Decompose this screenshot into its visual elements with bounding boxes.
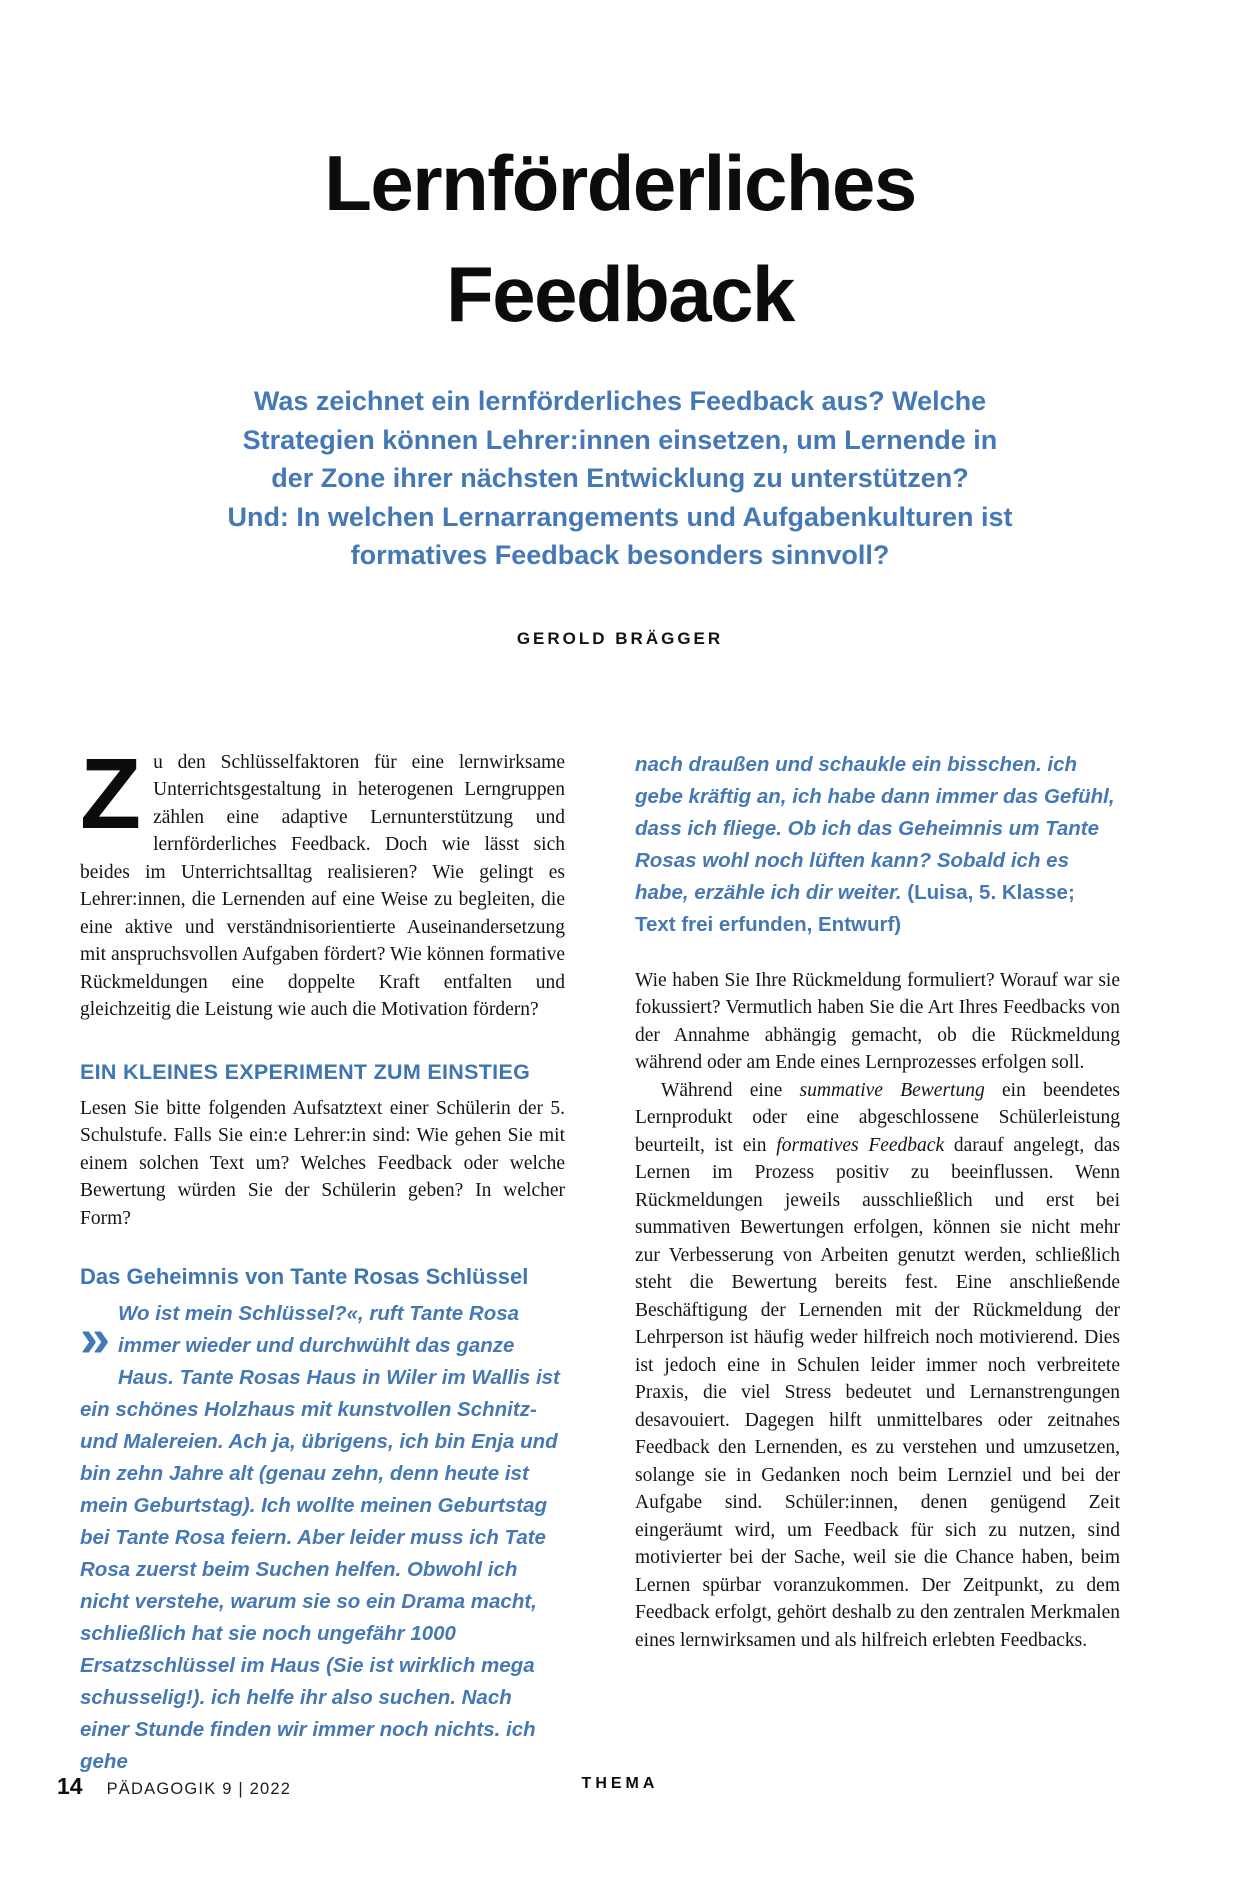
subtitle-line: Was zeichnet ein lernförderliches Feedback aus? Welche [253,386,987,416]
opening-quote-mark: » [80,1308,111,1368]
feedback-question-paragraph: Wie haben Sie Ihre Rückmeldung formuliert? Worauf war sie fokussiert? Vermutlich haben Sie die Art Ihres Feedbacks von der Annahme abhängig gemacht, ob die Rückmeldung während oder am Ende eines Lernprozesses erfolgen soll. [635,969,1120,1073]
story-text-part1 [80,1298,565,1778]
article-page [0,128,1240,1799]
story-title: Das Geheimnis von Tante Rosas Schlüssel [80,1264,529,1289]
intro-paragraph-text: u den Schlüsselfaktoren für eine lernwirksame Unterrichtsgestaltung in heterogenen Lerngruppen zählen eine adaptive Lernunterstützung und lernförderliches Feedback. Doch wie lässt sich beides im Unterrichtsalltag realisieren? Wie gelingt es Lehrer:innen, die Lernenden auf eine Weise zu begleiten, die eine aktive und verständnisorientierte Auseinandersetzung mit anspruchsvollen Aufgaben fördert? Wie können formative Rückmeldungen eine doppelte Kraft entfalten und gleichzeitig die Leistung wie auch die Motivation fördern? [80,751,565,1020]
author-name: GEROLD BRÄGGER [516,628,724,648]
page-title [0,128,1240,350]
subtitle-line: Strategien können Lehrer:innen einsetzen, um Lernende in [242,424,998,455]
subtitle-line: formatives Feedback besonders sinnvoll? [350,540,890,570]
term-summative-bewertung: summative Bewertung [799,1079,985,1101]
subtitle-line: Und: In welchen Lernarrangements und Aufgabenkulturen ist [227,501,1013,532]
section-heading-experiment: EIN KLEINES EXPERIMENT ZUM EINSTIEG [80,1059,531,1084]
term-formatives-feedback: formatives Feedback [776,1134,945,1156]
footer-page-number: 14 [57,1773,83,1799]
story-attribution: (Luisa, 5. Klasse; Text frei erfunden, Entwurf) [635,880,1075,936]
page-title-line-2: Feedback [446,250,794,338]
footer-journal-name: PÄDAGOGIK 9 | 2022 [106,1780,292,1798]
paragraph-text: darauf angelegt, das Lernen im Prozess positiv zu beeinflussen. Wenn Rückmeldungen jeweils ausschließlich und erst bei summativen Bewertungen erfolgen, können sie nicht mehr zur Verbesserung von Arbeiten genutzt werden, schließlich steht die Bewertung bereits fest. Eine anschließende Beschäftigung der Lernenden mit der Rückmeldung der Lehrperson ist häufig weder hilfreich noch motivierend. Dies ist jedoch eine in Schulen leider immer noch verbreitete Praxis, die viel Stress bedeutet und Lernanstrengungen desavouiert. Dagegen hilft unmittelbares oder zeitnahes Feedback den Lernenden, es zu verstehen und umzusetzen, solange sie in Gedanken noch beim Lernziel und bei der Aufgabe sind. Schüler:innen, denen genügend Zeit eingeräumt wird, um Feedback für sich zu nutzen, sind motivierter bei der Sache, weil sie die Chance haben, beim Lernen spürbar voranzukommen. Der Zeitpunkt, zu dem Feedback erfolgt, gehört deshalb zu den zentralen Merkmalen eines lernwirksamen und als hilfreich erlebten Feedbacks. [635,1134,1120,1651]
right-column [635,749,1120,1779]
paragraph-text: ein beendetes Lernprodukt oder eine abgeschlossene Schülerleistung beurteilt, ist ein [635,1079,1121,1156]
story-text-part2 [635,749,1120,941]
story-part2-text: nach draußen und schaukle ein bisschen. ich gebe kräftig an, ich habe dann immer das Gefühl, dass ich fliege. Ob ich das Geheimnis um Tante Rosas wohl noch lüften kann? Sobald ich es habe, erzähle ich dir weiter. [635,752,1115,904]
footer-section-label: THEMA [581,1775,659,1792]
article-body [0,737,1240,1779]
summative-formative-paragraph [635,1077,1120,1655]
experiment-paragraph: Lesen Sie bitte folgenden Aufsatztext einer Schülerin der 5. Schulstufe. Falls Sie ein:e Lehrer:in sind: Wie gehen Sie mit einem solchen Text um? Welches Feedback oder welche Bewertung würden Sie der Schülerin geben? In welcher Form? [80,1097,565,1229]
left-column [80,737,565,1779]
drop-cap: Z [80,737,142,850]
paragraph-text: Während eine [661,1079,800,1101]
subtitle-line: der Zone ihrer nächsten Entwicklung zu unterstützen? [271,463,969,493]
story-part1-text: Wo ist mein Schlüssel?«, ruft Tante Rosa immer wieder und durchwühlt das ganze Haus. Tante Rosas Haus in Wiler im Wallis ist ein schönes Holzhaus mit kunstvollen Schnitz- und Malereien. Ach ja, übrigens, ich bin Enja und bin zehn Jahre alt (genau zehn, denn heute ist mein Geburtstag). Ich wollte meinen Geburtstag bei Tante Rosa feiern. Aber leider muss ich Tate Rosa zuerst beim Suchen helfen. Obwohl ich nicht verstehe, warum sie so ein Drama macht, schließlich hat sie noch ungefähr 1000 Ersatzschlüssel im Haus (Sie ist wirklich mega schusselig!). ich helfe ihr also suchen. Nach einer Stunde finden wir immer noch nichts. ich gehe [80,1302,560,1773]
page-footer [57,1773,1183,1807]
article-subtitle [0,382,1240,575]
page-title-line-1: Lernförderliches [324,139,916,227]
intro-paragraph [80,737,565,1024]
